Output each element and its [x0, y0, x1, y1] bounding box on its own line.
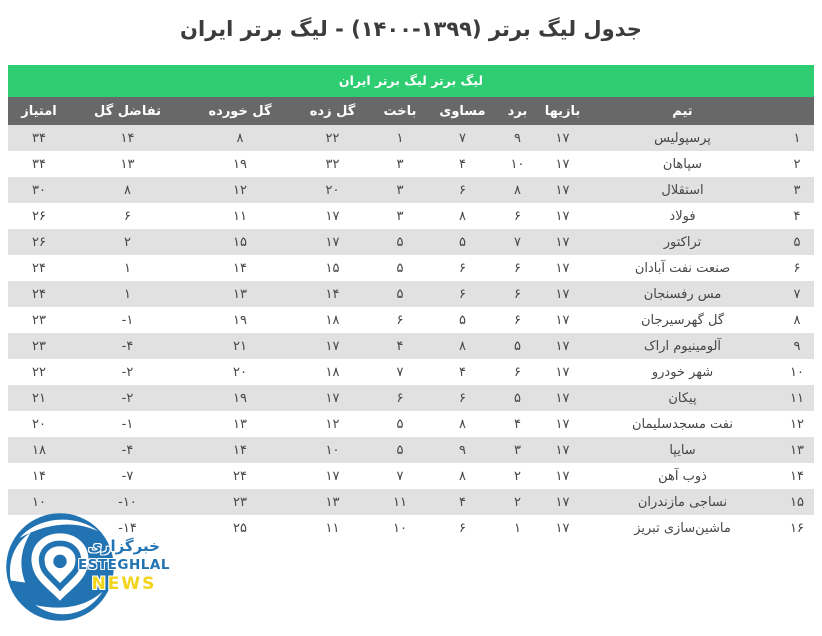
gd-cell: ۱	[70, 281, 185, 307]
played-cell: ۱۷	[540, 411, 585, 437]
gf-cell: ۱۳	[295, 489, 370, 515]
gf-cell: ۱۷	[295, 203, 370, 229]
gd-cell: -۱۰	[70, 489, 185, 515]
win-cell: ۵	[495, 333, 540, 359]
win-cell: ۳	[495, 437, 540, 463]
win-cell: ۶	[495, 255, 540, 281]
rank-cell: ۱۲	[780, 411, 814, 437]
table-row	[8, 411, 814, 437]
draw-cell: ۴	[430, 151, 495, 177]
table-row	[8, 463, 814, 489]
logo-esteghlal-text: ESTEGHLAL	[78, 557, 170, 573]
table-row	[8, 125, 814, 151]
table-row	[8, 307, 814, 333]
rank-cell: ۱۵	[780, 489, 814, 515]
team-name-cell: آلومینیوم اراک	[585, 333, 780, 359]
loss-cell: ۶	[370, 385, 430, 411]
win-cell: ۲	[495, 489, 540, 515]
loss-cell: ۷	[370, 463, 430, 489]
team-name-cell: تراکتور	[585, 229, 780, 255]
gd-cell: -۲	[70, 359, 185, 385]
col-header-played: بازیها	[540, 97, 585, 125]
col-header-win: برد	[495, 97, 540, 125]
rank-cell: ۵	[780, 229, 814, 255]
played-cell: ۱۷	[540, 515, 585, 541]
gf-cell: ۱۷	[295, 385, 370, 411]
draw-cell: ۸	[430, 411, 495, 437]
gf-cell: ۱۷	[295, 463, 370, 489]
win-cell: ۴	[495, 411, 540, 437]
ga-cell: ۱۹	[185, 307, 295, 333]
win-cell: ۲	[495, 463, 540, 489]
loss-cell: ۷	[370, 359, 430, 385]
logo-text	[72, 537, 176, 594]
draw-cell: ۶	[430, 281, 495, 307]
gd-cell: -۱۴	[70, 515, 185, 541]
rank-cell: ۳	[780, 177, 814, 203]
col-header-rank	[780, 97, 814, 125]
played-cell: ۱۷	[540, 359, 585, 385]
pts-cell: ۱۸	[8, 437, 70, 463]
rank-cell: ۱۳	[780, 437, 814, 463]
win-cell: ۸	[495, 177, 540, 203]
draw-cell: ۸	[430, 463, 495, 489]
gd-cell: -۷	[70, 463, 185, 489]
gf-cell: ۱۵	[295, 255, 370, 281]
draw-cell: ۶	[430, 177, 495, 203]
draw-cell: ۴	[430, 489, 495, 515]
win-cell: ۶	[495, 307, 540, 333]
loss-cell: ۱۰	[370, 515, 430, 541]
pts-cell: ۳۰	[8, 177, 70, 203]
ga-cell: ۱۵	[185, 229, 295, 255]
gf-cell: ۱۱	[295, 515, 370, 541]
gf-cell: ۱۸	[295, 359, 370, 385]
loss-cell: ۱	[370, 125, 430, 151]
pts-cell: ۳۴	[8, 125, 70, 151]
logo-farsi-text: خبرگزاری	[88, 537, 160, 555]
pts-cell: ۲۳	[8, 333, 70, 359]
played-cell: ۱۷	[540, 307, 585, 333]
ga-cell: ۱۴	[185, 437, 295, 463]
header-row	[8, 97, 814, 125]
rank-cell: ۶	[780, 255, 814, 281]
gf-cell: ۲۰	[295, 177, 370, 203]
col-header-ga: گل خورده	[185, 97, 295, 125]
gd-cell: -۱	[70, 411, 185, 437]
draw-cell: ۵	[430, 307, 495, 333]
draw-cell: ۸	[430, 333, 495, 359]
table-row	[8, 281, 814, 307]
ga-cell: ۸	[185, 125, 295, 151]
played-cell: ۱۷	[540, 333, 585, 359]
gd-cell: ۲	[70, 229, 185, 255]
gd-cell: ۶	[70, 203, 185, 229]
played-cell: ۱۷	[540, 203, 585, 229]
team-name-cell: نفت مسجدسلیمان	[585, 411, 780, 437]
table-row	[8, 177, 814, 203]
table-banner: لیگ برتر لیگ برتر ایران	[8, 65, 814, 97]
gd-cell: -۴	[70, 333, 185, 359]
pts-cell: ۱۴	[8, 463, 70, 489]
loss-cell: ۳	[370, 177, 430, 203]
ga-cell: ۲۱	[185, 333, 295, 359]
played-cell: ۱۷	[540, 229, 585, 255]
gd-cell: -۴	[70, 437, 185, 463]
draw-cell: ۸	[430, 203, 495, 229]
team-name-cell: استقلال	[585, 177, 780, 203]
ga-cell: ۱۳	[185, 411, 295, 437]
loss-cell: ۵	[370, 255, 430, 281]
team-name-cell: نساجی مازندران	[585, 489, 780, 515]
win-cell: ۱	[495, 515, 540, 541]
loss-cell: ۵	[370, 281, 430, 307]
gf-cell: ۱۰	[295, 437, 370, 463]
rank-cell: ۹	[780, 333, 814, 359]
ga-cell: ۱۹	[185, 385, 295, 411]
table-row	[8, 151, 814, 177]
pts-cell: ۲۰	[8, 411, 70, 437]
team-name-cell: پرسپولیس	[585, 125, 780, 151]
played-cell: ۱۷	[540, 125, 585, 151]
played-cell: ۱۷	[540, 437, 585, 463]
team-name-cell: ذوب آهن	[585, 463, 780, 489]
col-header-loss: باخت	[370, 97, 430, 125]
gf-cell: ۱۷	[295, 229, 370, 255]
pts-cell: ۲۱	[8, 385, 70, 411]
gf-cell: ۱۴	[295, 281, 370, 307]
standings-table	[8, 97, 814, 541]
team-name-cell: مس رفسنجان	[585, 281, 780, 307]
col-header-team: تیم	[585, 97, 780, 125]
league-table	[8, 65, 814, 541]
gf-cell: ۱۷	[295, 333, 370, 359]
page-title: جدول لیگ برتر (۱۳۹۹-۱۴۰۰) - لیگ برتر ایران	[180, 17, 642, 41]
rank-cell: ۱۴	[780, 463, 814, 489]
col-header-draw: مساوی	[430, 97, 495, 125]
loss-cell: ۳	[370, 203, 430, 229]
win-cell: ۷	[495, 229, 540, 255]
ga-cell: ۱۲	[185, 177, 295, 203]
win-cell: ۶	[495, 203, 540, 229]
rank-cell: ۸	[780, 307, 814, 333]
gd-cell: ۱۳	[70, 151, 185, 177]
played-cell: ۱۷	[540, 151, 585, 177]
played-cell: ۱۷	[540, 281, 585, 307]
ga-cell: ۲۵	[185, 515, 295, 541]
pts-cell: ۱۰	[8, 489, 70, 515]
gf-cell: ۱۲	[295, 411, 370, 437]
ga-cell: ۲۰	[185, 359, 295, 385]
pts-cell: ۲۳	[8, 307, 70, 333]
esteghlal-news-logo	[4, 503, 184, 628]
team-name-cell: فولاد	[585, 203, 780, 229]
win-cell: ۶	[495, 359, 540, 385]
table-row	[8, 333, 814, 359]
draw-cell: ۷	[430, 125, 495, 151]
rank-cell: ۲	[780, 151, 814, 177]
played-cell: ۱۷	[540, 255, 585, 281]
ga-cell: ۱۱	[185, 203, 295, 229]
win-cell: ۱۰	[495, 151, 540, 177]
rank-cell: ۷	[780, 281, 814, 307]
win-cell: ۵	[495, 385, 540, 411]
pts-cell: ۲۶	[8, 203, 70, 229]
draw-cell: ۵	[430, 229, 495, 255]
table-row	[8, 229, 814, 255]
logo-news-text: NEWS	[91, 574, 157, 594]
loss-cell: ۱۱	[370, 489, 430, 515]
played-cell: ۱۷	[540, 177, 585, 203]
team-name-cell: شهر خودرو	[585, 359, 780, 385]
win-cell: ۹	[495, 125, 540, 151]
draw-cell: ۶	[430, 255, 495, 281]
team-name-cell: ماشین‌سازی تبریز	[585, 515, 780, 541]
team-name-cell: سپاهان	[585, 151, 780, 177]
gd-cell: ۸	[70, 177, 185, 203]
ga-cell: ۲۴	[185, 463, 295, 489]
col-header-gd: تفاضل گل	[70, 97, 185, 125]
gf-cell: ۲۲	[295, 125, 370, 151]
loss-cell: ۵	[370, 229, 430, 255]
col-header-gf: گل زده	[295, 97, 370, 125]
gd-cell: ۱	[70, 255, 185, 281]
team-name-cell: صنعت نفت آبادان	[585, 255, 780, 281]
rank-cell: ۱۱	[780, 385, 814, 411]
loss-cell: ۴	[370, 333, 430, 359]
gf-cell: ۳۲	[295, 151, 370, 177]
loss-cell: ۳	[370, 151, 430, 177]
ga-cell: ۱۳	[185, 281, 295, 307]
pts-cell: ۲۴	[8, 281, 70, 307]
pts-cell: ۲۴	[8, 255, 70, 281]
ga-cell: ۱۴	[185, 255, 295, 281]
draw-cell: ۹	[430, 437, 495, 463]
draw-cell: ۶	[430, 385, 495, 411]
loss-cell: ۶	[370, 307, 430, 333]
rank-cell: ۴	[780, 203, 814, 229]
loss-cell: ۵	[370, 411, 430, 437]
gd-cell: -۲	[70, 385, 185, 411]
pts-cell: ۳۴	[8, 151, 70, 177]
gf-cell: ۱۸	[295, 307, 370, 333]
table-row	[8, 385, 814, 411]
rank-cell: ۱۰	[780, 359, 814, 385]
team-name-cell: پیکان	[585, 385, 780, 411]
team-name-cell: سایپا	[585, 437, 780, 463]
pts-cell: ۲۲	[8, 359, 70, 385]
played-cell: ۱۷	[540, 489, 585, 515]
draw-cell: ۴	[430, 359, 495, 385]
table-row	[8, 255, 814, 281]
col-header-pts: امتیاز	[8, 97, 70, 125]
ga-cell: ۱۹	[185, 151, 295, 177]
table-row	[8, 437, 814, 463]
ga-cell: ۲۳	[185, 489, 295, 515]
pts-cell: ۲۶	[8, 229, 70, 255]
loss-cell: ۵	[370, 437, 430, 463]
table-row	[8, 203, 814, 229]
table-row	[8, 359, 814, 385]
gd-cell: ۱۴	[70, 125, 185, 151]
team-name-cell: گل گهرسیرجان	[585, 307, 780, 333]
played-cell: ۱۷	[540, 463, 585, 489]
played-cell: ۱۷	[540, 385, 585, 411]
gd-cell: -۱	[70, 307, 185, 333]
rank-cell: ۱۶	[780, 515, 814, 541]
draw-cell: ۶	[430, 515, 495, 541]
win-cell: ۶	[495, 281, 540, 307]
rank-cell: ۱	[780, 125, 814, 151]
